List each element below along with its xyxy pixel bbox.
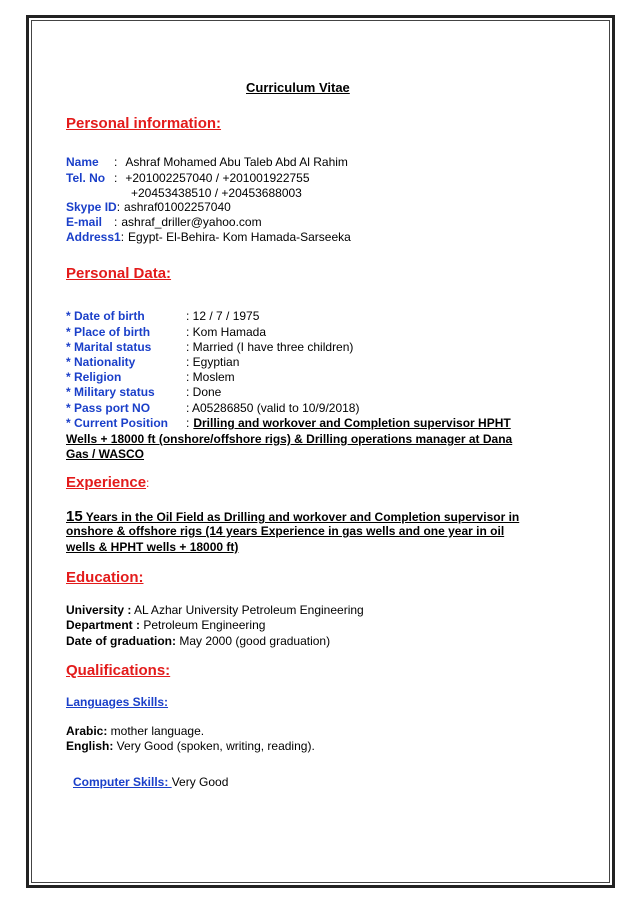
experience-line-2: onshore & offshore rigs (14 years Experience in gas wells and one year in oil: [66, 524, 505, 538]
tel-value-1: +201002257040 / +201001922755: [125, 171, 310, 185]
graduation-value: May 2000 (good graduation): [176, 634, 331, 648]
computer-skills-value: Very Good: [171, 775, 229, 789]
address-row: Address1: Egypt- El-Behira- Kom Hamada-Sarseeka: [66, 230, 351, 244]
department-row: [66, 618, 265, 632]
english-label: English:: [66, 739, 114, 753]
arabic-row: [66, 724, 204, 738]
name-value: Ashraf Mohamed Abu Taleb Abd Al Rahim: [125, 155, 348, 169]
tel-label: Tel. No: [66, 171, 106, 185]
graduation-row: [66, 634, 330, 648]
email-row: E-mail : ashraf_driller@yahoo.com: [66, 215, 262, 229]
pd-label: * Religion: [66, 370, 122, 384]
pd-row-passport: [66, 401, 359, 415]
pd-label: * Pass port NO: [66, 401, 151, 415]
qualifications-heading: Qualifications:: [66, 662, 171, 679]
tel-value-2: +20453438510 / +20453688003: [131, 186, 302, 200]
experience-line-1: [66, 508, 519, 525]
pd-row-military: [66, 385, 221, 399]
pd-value: : Kom Hamada: [186, 325, 267, 339]
university-label: University :: [66, 603, 132, 617]
current-position-line-2: Wells + 18000 ft (onshore/offshore rigs) & Drilling operations manager at Dana: [66, 432, 513, 446]
education-heading: Education:: [66, 569, 144, 586]
tel-row: Tel. No : +201002257040 / +201001922755: [66, 171, 310, 185]
pd-row-marital: [66, 340, 353, 354]
name-label: Name: [66, 155, 99, 169]
pd-label: * Marital status: [66, 340, 152, 354]
pd-value: : Moslem: [186, 370, 235, 384]
email-value: ashraf_driller@yahoo.com: [121, 215, 262, 229]
arabic-label: Arabic:: [66, 724, 108, 738]
department-value: Petroleum Engineering: [140, 618, 266, 632]
address-label: Address1: [66, 230, 121, 244]
computer-skills-label: Computer Skills:: [73, 775, 172, 789]
skype-label: Skype ID: [66, 200, 117, 214]
experience-heading: Experience: [66, 474, 147, 491]
university-row: [66, 603, 364, 617]
pd-row-dob: [66, 309, 259, 323]
skype-value: ashraf01002257040: [124, 200, 231, 214]
pd-value: : Done: [186, 385, 222, 399]
experience-years: 15: [66, 508, 83, 525]
pd-label: * Date of birth: [66, 309, 145, 323]
current-position-line-1: Drilling and workover and Completion supervisor HPHT: [193, 416, 511, 430]
languages-skills-heading: Languages Skills:: [66, 695, 169, 709]
experience-line-3: wells & HPHT wells + 18000 ft): [66, 540, 239, 554]
english-value: Very Good (spoken, writing, reading).: [113, 739, 315, 753]
skype-row: Skype ID: ashraf01002257040: [66, 200, 231, 214]
pd-row-religion: [66, 370, 235, 384]
pd-colon: :: [186, 416, 190, 430]
university-value: AL Azhar University Petroleum Engineering: [131, 603, 364, 617]
document-title: Curriculum Vitae: [246, 80, 350, 95]
pd-label: * Military status: [66, 385, 155, 399]
computer-skills-row: [73, 775, 228, 789]
address-value: Egypt- El-Behira- Kom Hamada-Sarseeka: [128, 230, 351, 244]
pd-label: * Current Position: [66, 416, 169, 430]
department-label: Department :: [66, 618, 141, 632]
pd-label: * Place of birth: [66, 325, 151, 339]
pd-value: : 12 / 7 / 1975: [186, 309, 260, 323]
pd-label: * Nationality: [66, 355, 136, 369]
pd-value: : A05286850 (valid to 10/9/2018): [186, 401, 360, 415]
pd-row-nationality: [66, 355, 239, 369]
personal-information-heading: Personal information:: [66, 115, 222, 132]
pd-row-place: [66, 325, 266, 339]
experience-heading-colon: :: [146, 476, 150, 490]
personal-data-heading: Personal Data:: [66, 265, 172, 282]
name-row: Name : Ashraf Mohamed Abu Taleb Abd Al Rahim: [66, 155, 348, 169]
arabic-value: mother language.: [107, 724, 205, 738]
english-row: [66, 739, 315, 753]
experience-heading-row: [66, 474, 149, 492]
pd-row-current-position: [66, 416, 511, 430]
pd-value: : Married (I have three children): [186, 340, 354, 354]
experience-text-1: Years in the Oil Field as Drilling and workover and Completion supervisor in: [82, 510, 520, 524]
graduation-label: Date of graduation:: [66, 634, 176, 648]
pd-value: : Egyptian: [186, 355, 240, 369]
email-label: E-mail: [66, 215, 103, 229]
current-position-line-3: Gas / WASCO: [66, 447, 145, 461]
